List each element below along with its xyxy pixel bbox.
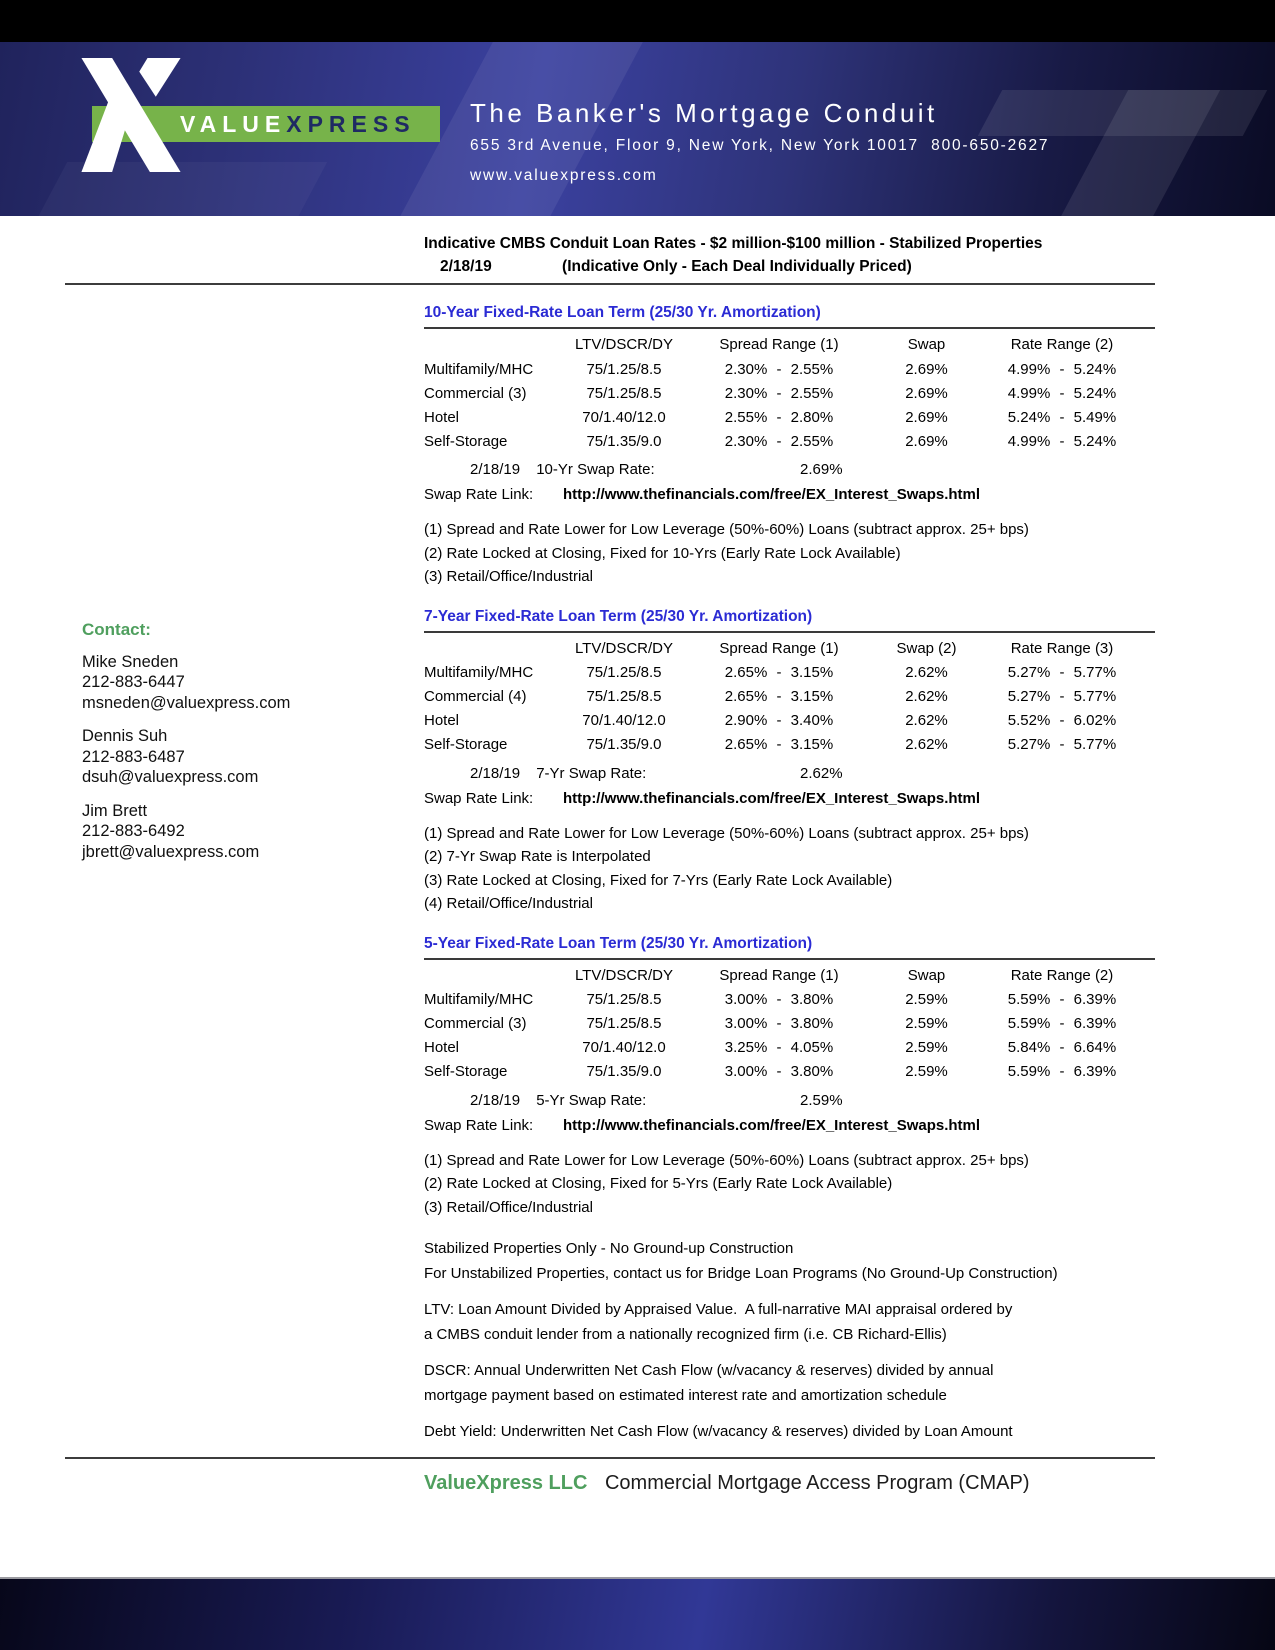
document-title: Indicative CMBS Conduit Loan Rates - $2 million-$100 million - Stabilized Properties: [424, 235, 1043, 252]
contact-email: jbrett@valuexpress.com: [82, 842, 260, 861]
spread-range: 2.65% - 3.15%: [724, 736, 834, 753]
swap-value: 2.62%: [800, 764, 843, 782]
ltv-dscr-dy: 75/1.25/8.5: [586, 360, 662, 378]
table-row: [424, 405, 1155, 429]
swap-value: 2.59%: [800, 1091, 843, 1109]
property-type: Commercial (4): [424, 688, 527, 705]
contact-name: Jim Brett: [82, 801, 148, 820]
col-header-swap: Swap: [907, 966, 946, 984]
swap-rate: 2.69%: [905, 384, 948, 402]
table-row: [424, 709, 1155, 733]
divider-rule: [65, 1457, 1155, 1459]
footer-brand: ValueXpress LLC: [424, 1471, 588, 1494]
rate-table: [424, 636, 1155, 757]
footnote: (4) Retail/Office/Industrial: [424, 895, 593, 912]
spread-range: 2.30% - 2.55%: [724, 432, 834, 450]
rate-section-5yr: [424, 933, 1155, 1220]
table-row: [424, 685, 1155, 709]
top-black-bar: [0, 0, 1275, 42]
footnote: (1) Spread and Rate Lower for Low Leverage (50%-60%) Loans (subtract approx. 25+ bps): [424, 824, 1029, 842]
rate-range: 5.59% - 6.39%: [1007, 1015, 1117, 1032]
footnote: (1) Spread and Rate Lower for Low Leverage (50%-60%) Loans (subtract approx. 25+ bps): [424, 521, 1029, 538]
main-content: [65, 232, 1155, 1495]
section-heading: 5-Year Fixed-Rate Loan Term (25/30 Yr. Amortization): [424, 933, 1155, 960]
ltv-dscr-dy: 75/1.25/8.5: [586, 1015, 662, 1032]
swap-rate: 2.69%: [905, 360, 948, 378]
swap-link-label: Swap Rate Link:: [424, 486, 534, 503]
brand-website[interactable]: www.valuexpress.com: [470, 167, 658, 184]
ltv-dscr-dy: 75/1.25/8.5: [586, 991, 662, 1008]
note-line: For Unstabilized Properties, contact us for Bridge Loan Programs (No Ground-Up Construction): [424, 1264, 1058, 1282]
swap-link-url[interactable]: http://www.thefinancials.com/free/EX_Interest_Swaps.html: [563, 789, 981, 807]
valuexpress-logo-x-icon: [72, 58, 190, 172]
note-line: a CMBS conduit lender from a nationally recognized firm (i.e. CB Richard-Ellis): [424, 1325, 947, 1343]
header-banner: [0, 42, 1275, 216]
note-group: [424, 1298, 1155, 1347]
contact-name: Mike Sneden: [82, 652, 179, 671]
brand-address: 655 3rd Avenue, Floor 9, New York, New York 10017 800-650-2627: [470, 137, 1050, 154]
rate-table: [424, 332, 1155, 453]
spread-range: 2.30% - 2.55%: [724, 360, 834, 378]
rate-range: 5.24% - 5.49%: [1007, 408, 1117, 426]
swap-link-url[interactable]: http://www.thefinancials.com/free/EX_Interest_Swaps.html: [563, 486, 981, 503]
spread-range: 2.65% - 3.15%: [724, 664, 834, 681]
contact-phone: 212-883-6447: [82, 673, 185, 691]
table-row: [424, 1060, 1155, 1084]
footnote: (2) Rate Locked at Closing, Fixed for 5-Yrs (Early Rate Lock Available): [424, 1175, 893, 1192]
logo-word-value: VALUE: [180, 111, 287, 137]
footer-line: [424, 1472, 1155, 1495]
document-date: 2/18/19: [440, 258, 492, 275]
swap-rate: 2.59%: [905, 1015, 948, 1032]
table-header-row: [424, 332, 1155, 357]
swap-link-line: [424, 1117, 1155, 1141]
swap-date: 2/18/19: [470, 461, 521, 478]
col-header-spread: Spread Range (1): [719, 966, 839, 984]
rate-range: 4.99% - 5.24%: [1007, 432, 1117, 450]
swap-link-url[interactable]: http://www.thefinancials.com/free/EX_Interest_Swaps.html: [563, 1116, 981, 1134]
property-type: Multifamily/MHC: [424, 360, 534, 378]
swap-link-line: [424, 486, 1155, 510]
note-group: [424, 1359, 1155, 1408]
swap-link-label: Swap Rate Link:: [424, 1116, 534, 1134]
note-line: LTV: Loan Amount Divided by Appraised Value. A full-narrative MAI appraisal ordered by: [424, 1301, 1013, 1318]
table-row: [424, 733, 1155, 757]
swap-rate: 2.59%: [905, 1063, 948, 1080]
swap-rate-line: [424, 765, 1155, 787]
contact-email: msneden@valuexpress.com: [82, 693, 291, 712]
ltv-dscr-dy: 70/1.40/12.0: [582, 408, 666, 426]
col-header-swap: Swap: [907, 336, 946, 353]
spread-range: 2.65% - 3.15%: [724, 688, 834, 705]
document-subtitle: (Indicative Only - Each Deal Individually Priced): [562, 258, 912, 275]
footnote: (3) Rate Locked at Closing, Fixed for 7-Yrs (Early Rate Lock Available): [424, 871, 893, 889]
contact-phone: 212-883-6492: [82, 822, 185, 840]
brand-title: The Banker's Mortgage Conduit: [470, 98, 938, 128]
table-row: [424, 381, 1155, 405]
swap-value: 2.69%: [800, 461, 843, 478]
rate-range: 5.27% - 5.77%: [1007, 664, 1117, 681]
contact-name: Dennis Suh: [82, 727, 168, 745]
table-header-row: [424, 963, 1155, 988]
document-subtitle-line: [424, 255, 1155, 278]
swap-rate: 2.62%: [905, 736, 948, 753]
footnotes: [424, 1149, 1155, 1220]
swap-rate: 2.69%: [905, 432, 948, 450]
property-type: Hotel: [424, 1039, 460, 1056]
swap-date: 2/18/19: [470, 764, 521, 782]
spread-range: 3.00% - 3.80%: [724, 1063, 834, 1080]
divider-rule: [65, 283, 1155, 285]
ltv-dscr-dy: 75/1.35/9.0: [586, 432, 662, 450]
col-header-spread: Spread Range (1): [719, 639, 839, 657]
section-heading: 10-Year Fixed-Rate Loan Term (25/30 Yr. Amortization): [424, 302, 1155, 329]
contact-heading: Contact:: [82, 620, 151, 639]
rate-range: 5.27% - 5.77%: [1007, 688, 1117, 705]
note-line: DSCR: Annual Underwritten Net Cash Flow (w/vacancy & reserves) divided by annual: [424, 1362, 994, 1379]
swap-rate-line: [424, 1092, 1155, 1114]
rate-section-10yr: [424, 302, 1155, 589]
rate-range: 5.27% - 5.77%: [1007, 736, 1117, 753]
col-header-spread: Spread Range (1): [719, 336, 839, 353]
rate-range: 4.99% - 5.24%: [1007, 360, 1117, 378]
ltv-dscr-dy: 75/1.25/8.5: [586, 384, 662, 402]
swap-rate: 2.62%: [905, 712, 948, 729]
rate-range: 4.99% - 5.24%: [1007, 384, 1117, 402]
table-row: [424, 429, 1155, 453]
footnote: (3) Retail/Office/Industrial: [424, 1198, 593, 1216]
property-type: Self-Storage: [424, 432, 508, 450]
rate-section-7yr: [424, 606, 1155, 916]
table-row: [424, 357, 1155, 381]
col-header-property: [424, 963, 574, 988]
swap-rate: 2.59%: [905, 991, 948, 1008]
col-header-ltv: LTV/DSCR/DY: [574, 639, 674, 657]
spread-range: 2.90% - 3.40%: [724, 712, 834, 729]
spread-range: 3.00% - 3.80%: [724, 991, 834, 1008]
spread-range: 3.00% - 3.80%: [724, 1015, 834, 1032]
rate-range: 5.59% - 6.39%: [1007, 991, 1117, 1008]
footnotes: [424, 822, 1155, 916]
property-type: Multifamily/MHC: [424, 991, 534, 1008]
logo-word-xpress: XPRESS: [286, 111, 416, 137]
ltv-dscr-dy: 70/1.40/12.0: [582, 712, 666, 729]
bottom-banner: [0, 1577, 1275, 1650]
property-type: Self-Storage: [424, 736, 508, 753]
swap-label: 5-Yr Swap Rate:: [536, 1091, 647, 1109]
rate-range: 5.52% - 6.02%: [1007, 712, 1117, 729]
note-group: [424, 1237, 1155, 1286]
table-row: [424, 988, 1155, 1012]
property-type: Commercial (3): [424, 384, 527, 402]
rate-range: 5.84% - 6.64%: [1007, 1039, 1117, 1056]
rate-table: [424, 963, 1155, 1084]
ltv-dscr-dy: 75/1.35/9.0: [586, 1063, 662, 1080]
ltv-dscr-dy: 75/1.25/8.5: [586, 688, 662, 705]
footnotes: [424, 518, 1155, 589]
footnote: (3) Retail/Office/Industrial: [424, 568, 593, 585]
note-group: [424, 1420, 1155, 1445]
col-header-property: [424, 636, 574, 661]
swap-rate: 2.62%: [905, 688, 948, 705]
property-type: Hotel: [424, 408, 460, 426]
footer-program: Commercial Mortgage Access Program (CMAP): [604, 1471, 1030, 1494]
ltv-dscr-dy: 70/1.40/12.0: [582, 1039, 666, 1056]
spread-range: 3.25% - 4.05%: [724, 1039, 834, 1056]
ltv-dscr-dy: 75/1.35/9.0: [586, 736, 662, 753]
swap-label: 10-Yr Swap Rate:: [536, 461, 655, 478]
col-header-rate: Rate Range (2): [1010, 336, 1114, 353]
swap-link-line: [424, 790, 1155, 814]
table-header-row: [424, 636, 1155, 661]
col-header-ltv: LTV/DSCR/DY: [574, 336, 674, 353]
note-line: Debt Yield: Underwritten Net Cash Flow (w/vacancy & reserves) divided by Loan Amount: [424, 1423, 1013, 1440]
contact-email: dsuh@valuexpress.com: [82, 768, 259, 786]
swap-rate: 2.69%: [905, 408, 948, 426]
table-row: [424, 1036, 1155, 1060]
col-header-rate: Rate Range (3): [1010, 639, 1114, 657]
rate-range: 5.59% - 6.39%: [1007, 1063, 1117, 1080]
swap-rate: 2.59%: [905, 1039, 948, 1056]
col-header-ltv: LTV/DSCR/DY: [574, 966, 674, 984]
note-line: mortgage payment based on estimated interest rate and amortization schedule: [424, 1386, 947, 1404]
contact-phone: 212-883-6487: [82, 747, 185, 766]
footnote: (2) Rate Locked at Closing, Fixed for 10-Yrs (Early Rate Lock Available): [424, 544, 901, 562]
property-type: Hotel: [424, 712, 460, 729]
property-type: Multifamily/MHC: [424, 664, 534, 681]
spread-range: 2.55% - 2.80%: [724, 408, 834, 426]
col-header-property: [424, 332, 574, 357]
table-row: [424, 1012, 1155, 1036]
brand-block: [470, 98, 1049, 185]
col-header-swap: Swap (2): [896, 639, 957, 657]
swap-rate-line: [424, 461, 1155, 483]
general-notes: [424, 1237, 1155, 1445]
footnote: (2) 7-Yr Swap Rate is Interpolated: [424, 848, 651, 865]
swap-rate: 2.62%: [905, 664, 948, 681]
col-header-rate: Rate Range (2): [1010, 966, 1114, 984]
section-heading: 7-Year Fixed-Rate Loan Term (25/30 Yr. Amortization): [424, 606, 1155, 633]
swap-date: 2/18/19: [470, 1091, 521, 1109]
note-line: Stabilized Properties Only - No Ground-up Construction: [424, 1240, 794, 1257]
table-row: [424, 661, 1155, 685]
swap-label: 7-Yr Swap Rate:: [536, 764, 647, 782]
spread-range: 2.30% - 2.55%: [724, 384, 834, 402]
footnote: (1) Spread and Rate Lower for Low Leverage (50%-60%) Loans (subtract approx. 25+ bps): [424, 1151, 1029, 1169]
swap-link-label: Swap Rate Link:: [424, 789, 534, 807]
property-type: Self-Storage: [424, 1063, 508, 1080]
ltv-dscr-dy: 75/1.25/8.5: [586, 664, 662, 681]
property-type: Commercial (3): [424, 1015, 527, 1032]
